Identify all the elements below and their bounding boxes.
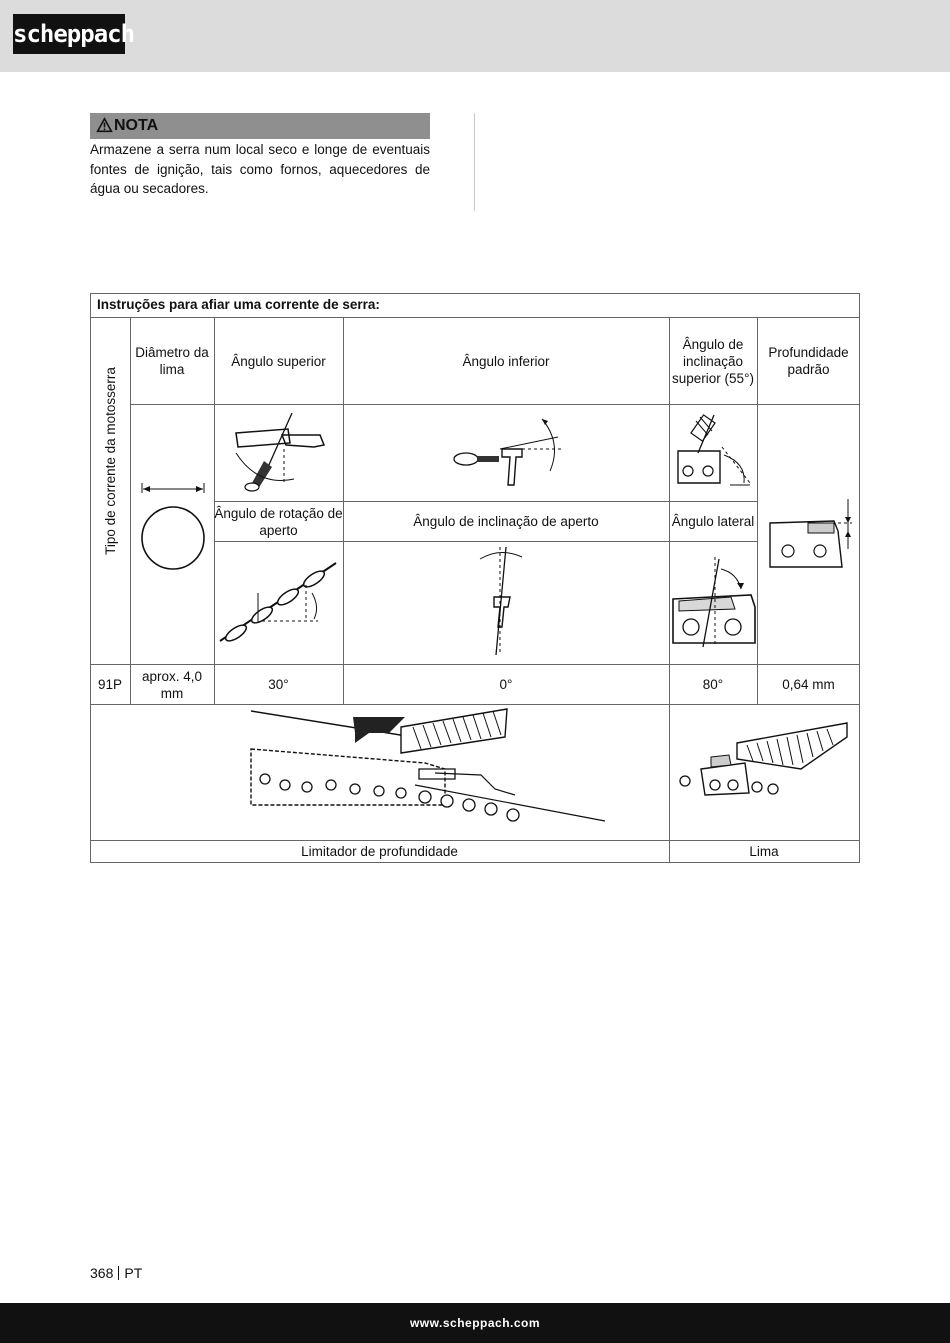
sharpening-table <box>90 293 860 863</box>
value-chain-type: 91P <box>97 677 123 692</box>
value-side-angle: 80° <box>702 677 724 692</box>
header-band <box>0 0 950 72</box>
clamp-tilt-illustration <box>474 545 534 657</box>
standard-depth-illustration <box>764 493 860 573</box>
file-diameter-illustration <box>134 483 210 583</box>
warning-triangle-icon <box>97 118 112 132</box>
caption-file: Lima <box>749 844 779 859</box>
header-top-angle: Ângulo superior <box>231 353 326 369</box>
caption-depth-limiter: Limitador de profundidade <box>301 844 458 859</box>
value-top-angle: 30° <box>268 677 289 692</box>
top-tilt-angle-illustration <box>674 413 754 495</box>
page-number-separator <box>118 1266 119 1280</box>
file-illustration <box>681 723 851 819</box>
bottom-angle-illustration <box>450 413 565 485</box>
header-side-angle: Ângulo lateral <box>671 514 755 529</box>
scheppach-logo: scheppach <box>13 14 125 54</box>
depth-limiter-illustration <box>245 709 610 833</box>
value-file-diameter: aprox. 4,0 mm <box>141 668 203 701</box>
header-rotation-angle: Ângulo de rotação de aperto <box>214 505 343 538</box>
footer-band <box>0 1303 950 1343</box>
footer-url[interactable]: www.scheppach.com <box>409 1316 541 1330</box>
note-heading <box>90 113 430 139</box>
header-clamp-tilt-angle: Ângulo de inclinação de aperto <box>413 514 599 529</box>
note-title: NOTA <box>114 117 159 134</box>
page-number-value: 368 <box>90 1265 114 1281</box>
column-divider <box>474 113 475 211</box>
rotation-angle-illustration <box>218 549 340 657</box>
page-number <box>90 1265 142 1281</box>
language-code: PT <box>124 1265 143 1281</box>
header-standard-depth: Profundidade padrão <box>768 345 849 377</box>
value-depth: 0,64 mm <box>782 677 835 692</box>
header-bottom-angle: Ângulo inferior <box>462 353 550 369</box>
top-angle-illustration <box>228 413 333 495</box>
side-angle-illustration <box>671 547 757 657</box>
header-top-tilt-angle: Ângulo de inclinação superior (55°) <box>672 336 754 386</box>
value-bottom-angle: 0° <box>499 677 513 692</box>
header-file-diameter: Diâmetro da lima <box>135 345 209 377</box>
table-title: Instruções para afiar uma corrente de serra: <box>97 297 380 312</box>
note-text: Armazene a serra num local seco e longe de eventuais fontes de ignição, tais como fornos, aquecedores de água ou secadores. <box>90 142 430 196</box>
row-header-chain-type: Tipo de corrente da motosserra <box>102 367 118 555</box>
